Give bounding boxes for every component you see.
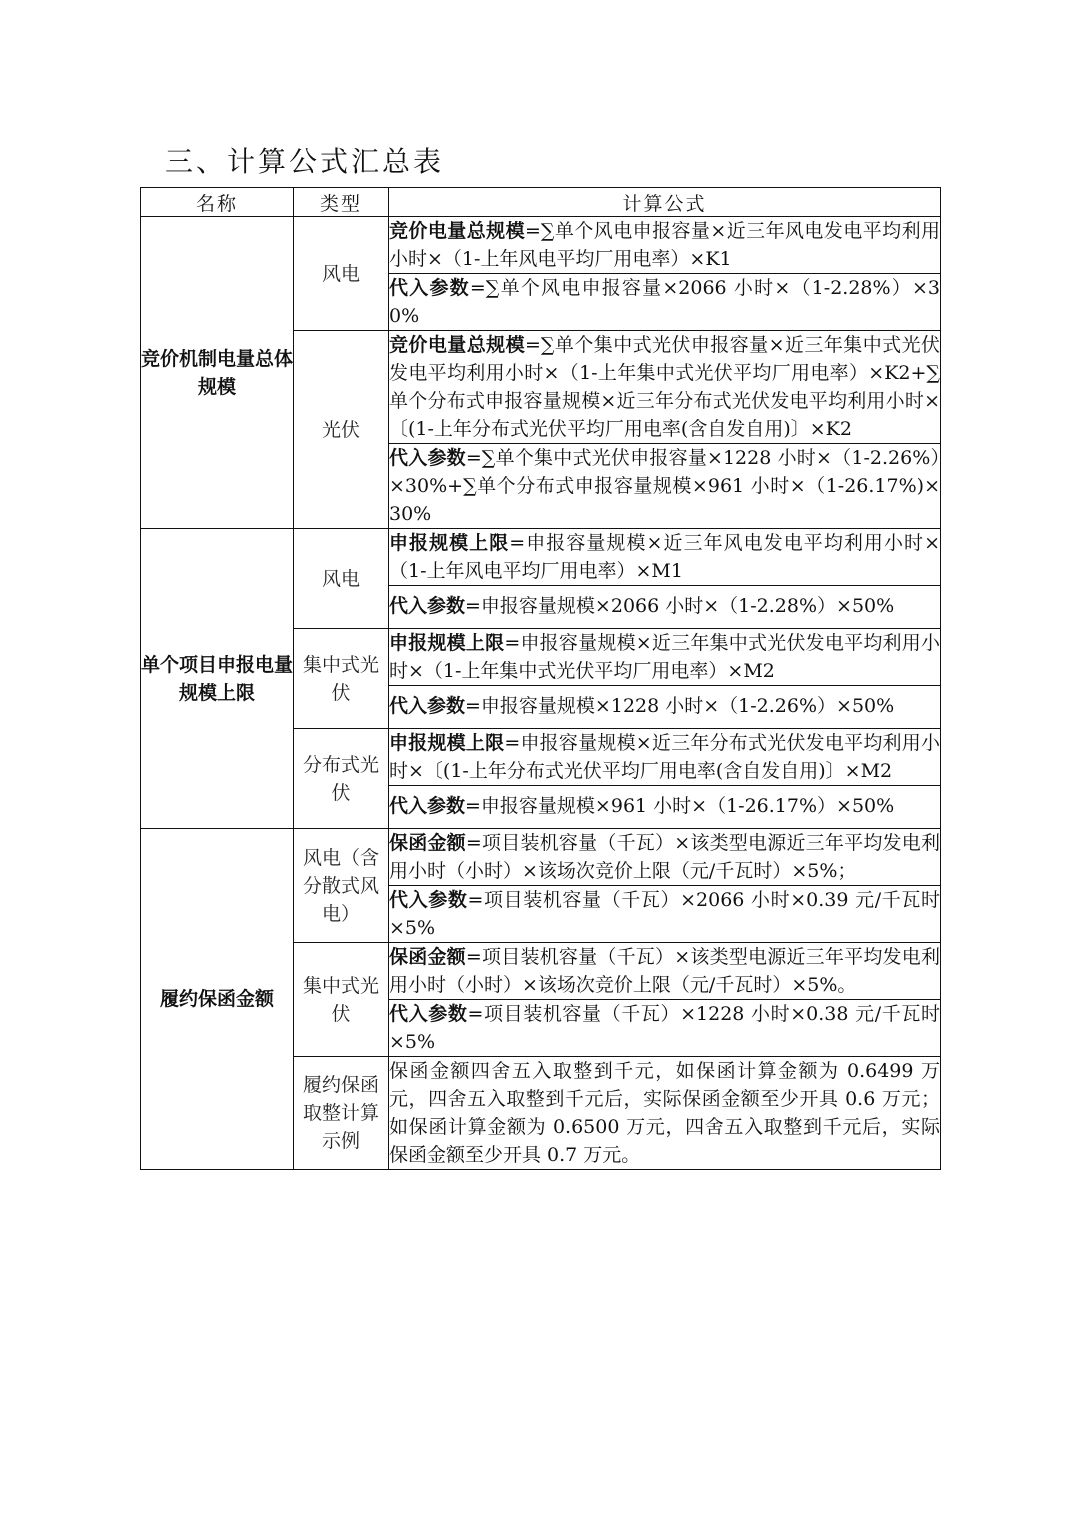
formula-summary-table bbox=[140, 187, 941, 1170]
formula-lead: 竞价电量总规模 bbox=[389, 334, 526, 356]
formula-cell bbox=[389, 786, 941, 829]
formula-lead: 代入参数 bbox=[389, 889, 468, 911]
table-row bbox=[141, 217, 941, 274]
formula-text: =申报容量规模×近三年分布式光伏发电平均利用小时×〔(1-上年分布式光伏平均厂用电率(含自发自用)〕×M2 bbox=[389, 732, 940, 782]
formula-text: =∑单个集中式光伏申报容量×1228 小时×（1-2.26%）×30%+∑单个分布式申报容量规模×961 小时×（1-26.17%)×30% bbox=[389, 447, 940, 525]
formula-text: =申报容量规模×2066 小时×（1-2.28%）×50% bbox=[465, 595, 895, 617]
formula-text: =申报容量规模×961 小时×（1-26.17%）×50% bbox=[465, 795, 895, 817]
formula-cell bbox=[389, 629, 941, 686]
page-title: 三、计算公式汇总表 bbox=[165, 145, 445, 178]
formula-text: =∑单个风电申报容量×2066 小时×（1-2.28%）×30% bbox=[389, 277, 940, 327]
formula-cell bbox=[389, 529, 941, 586]
formula-lead: 申报规模上限 bbox=[389, 732, 505, 754]
type-cell: 光伏 bbox=[294, 331, 389, 529]
header-type: 类型 bbox=[294, 188, 389, 217]
formula-text: =申报容量规模×近三年风电发电平均利用小时×（1-上年风电平均厂用电率）×M1 bbox=[389, 532, 940, 582]
formula-lead: 申报规模上限 bbox=[389, 632, 505, 654]
type-cell: 集中式光伏 bbox=[294, 943, 389, 1057]
formula-lead: 保函金额 bbox=[389, 832, 466, 854]
formula-text: =申报容量规模×1228 小时×（1-2.26%）×50% bbox=[465, 695, 895, 717]
formula-cell bbox=[389, 586, 941, 629]
formula-lead: 代入参数 bbox=[389, 695, 466, 717]
table-row bbox=[141, 529, 941, 586]
formula-lead: 代入参数 bbox=[389, 1003, 468, 1025]
header-formula: 计算公式 bbox=[389, 188, 941, 217]
formula-cell bbox=[389, 943, 941, 1000]
type-cell: 风电 bbox=[294, 529, 389, 629]
group-name-cell: 竞价机制电量总体规模 bbox=[141, 217, 294, 529]
formula-lead: 竞价电量总规模 bbox=[389, 220, 526, 242]
formula-cell bbox=[389, 444, 941, 529]
formula-text: =∑单个集中式光伏申报容量×近三年集中式光伏发电平均利用小时×（1-上年集中式光伏平均厂用电率）×K2+∑单个分布式申报容量规模×近三年分布式光伏发电平均利用小时×〔(1-上年分布式光伏平均厂用电率(含自发自用)〕×K2 bbox=[389, 334, 940, 440]
formula-cell bbox=[389, 331, 941, 444]
formula-lead: 代入参数 bbox=[389, 595, 466, 617]
group-name-cell: 单个项目申报电量规模上限 bbox=[141, 529, 294, 829]
formula-cell bbox=[389, 217, 941, 274]
formula-cell bbox=[389, 274, 941, 331]
formula-text: =项目装机容量（千瓦）×2066 小时×0.39 元/千瓦时×5% bbox=[389, 889, 940, 939]
formula-lead: 代入参数 bbox=[389, 277, 470, 299]
formula-text: =项目装机容量（千瓦）×该类型电源近三年平均发电利用小时（小时）×该场次竞价上限（元/千瓦时）×5%； bbox=[389, 832, 940, 882]
formula-text: =∑单个风电申报容量×近三年风电发电平均利用小时×（1-上年风电平均厂用电率）×K1 bbox=[389, 220, 940, 270]
formula-lead: 代入参数 bbox=[389, 447, 466, 469]
formula-text: =项目装机容量（千瓦）×该类型电源近三年平均发电利用小时（小时）×该场次竞价上限（元/千瓦时）×5%。 bbox=[389, 946, 940, 996]
formula-text: =项目装机容量（千瓦）×1228 小时×0.38 元/千瓦时×5% bbox=[389, 1003, 940, 1053]
type-cell: 风电（含分散式风电） bbox=[294, 829, 389, 943]
formula-cell bbox=[389, 1000, 941, 1057]
type-cell: 分布式光伏 bbox=[294, 729, 389, 829]
formula-cell bbox=[389, 729, 941, 786]
formula-lead: 代入参数 bbox=[389, 795, 466, 817]
type-cell: 履约保函取整计算示例 bbox=[294, 1057, 389, 1170]
table-header-row bbox=[141, 188, 941, 217]
formula-text: =申报容量规模×近三年集中式光伏发电平均利用小时×（1-上年集中式光伏平均厂用电率）×M2 bbox=[389, 632, 940, 682]
formula-cell bbox=[389, 686, 941, 729]
formula-lead: 保函金额 bbox=[389, 946, 466, 968]
table-row bbox=[141, 829, 941, 886]
header-name: 名称 bbox=[141, 188, 294, 217]
formula-lead: 申报规模上限 bbox=[389, 532, 510, 554]
formula-text: 保函金额四舍五入取整到千元，如保函计算金额为 0.6499 万元，四舍五入取整到千元后，实际保函金额至少开具 0.6 万元；如保函计算金额为 0.6500 万元，四舍五入取整到千元后，实际保函金额至少开具 0.7 万元。 bbox=[389, 1060, 940, 1166]
formula-cell bbox=[389, 1057, 941, 1170]
group-name-cell: 履约保函金额 bbox=[141, 829, 294, 1170]
formula-cell bbox=[389, 829, 941, 886]
type-cell: 集中式光伏 bbox=[294, 629, 389, 729]
type-cell: 风电 bbox=[294, 217, 389, 331]
formula-cell bbox=[389, 886, 941, 943]
